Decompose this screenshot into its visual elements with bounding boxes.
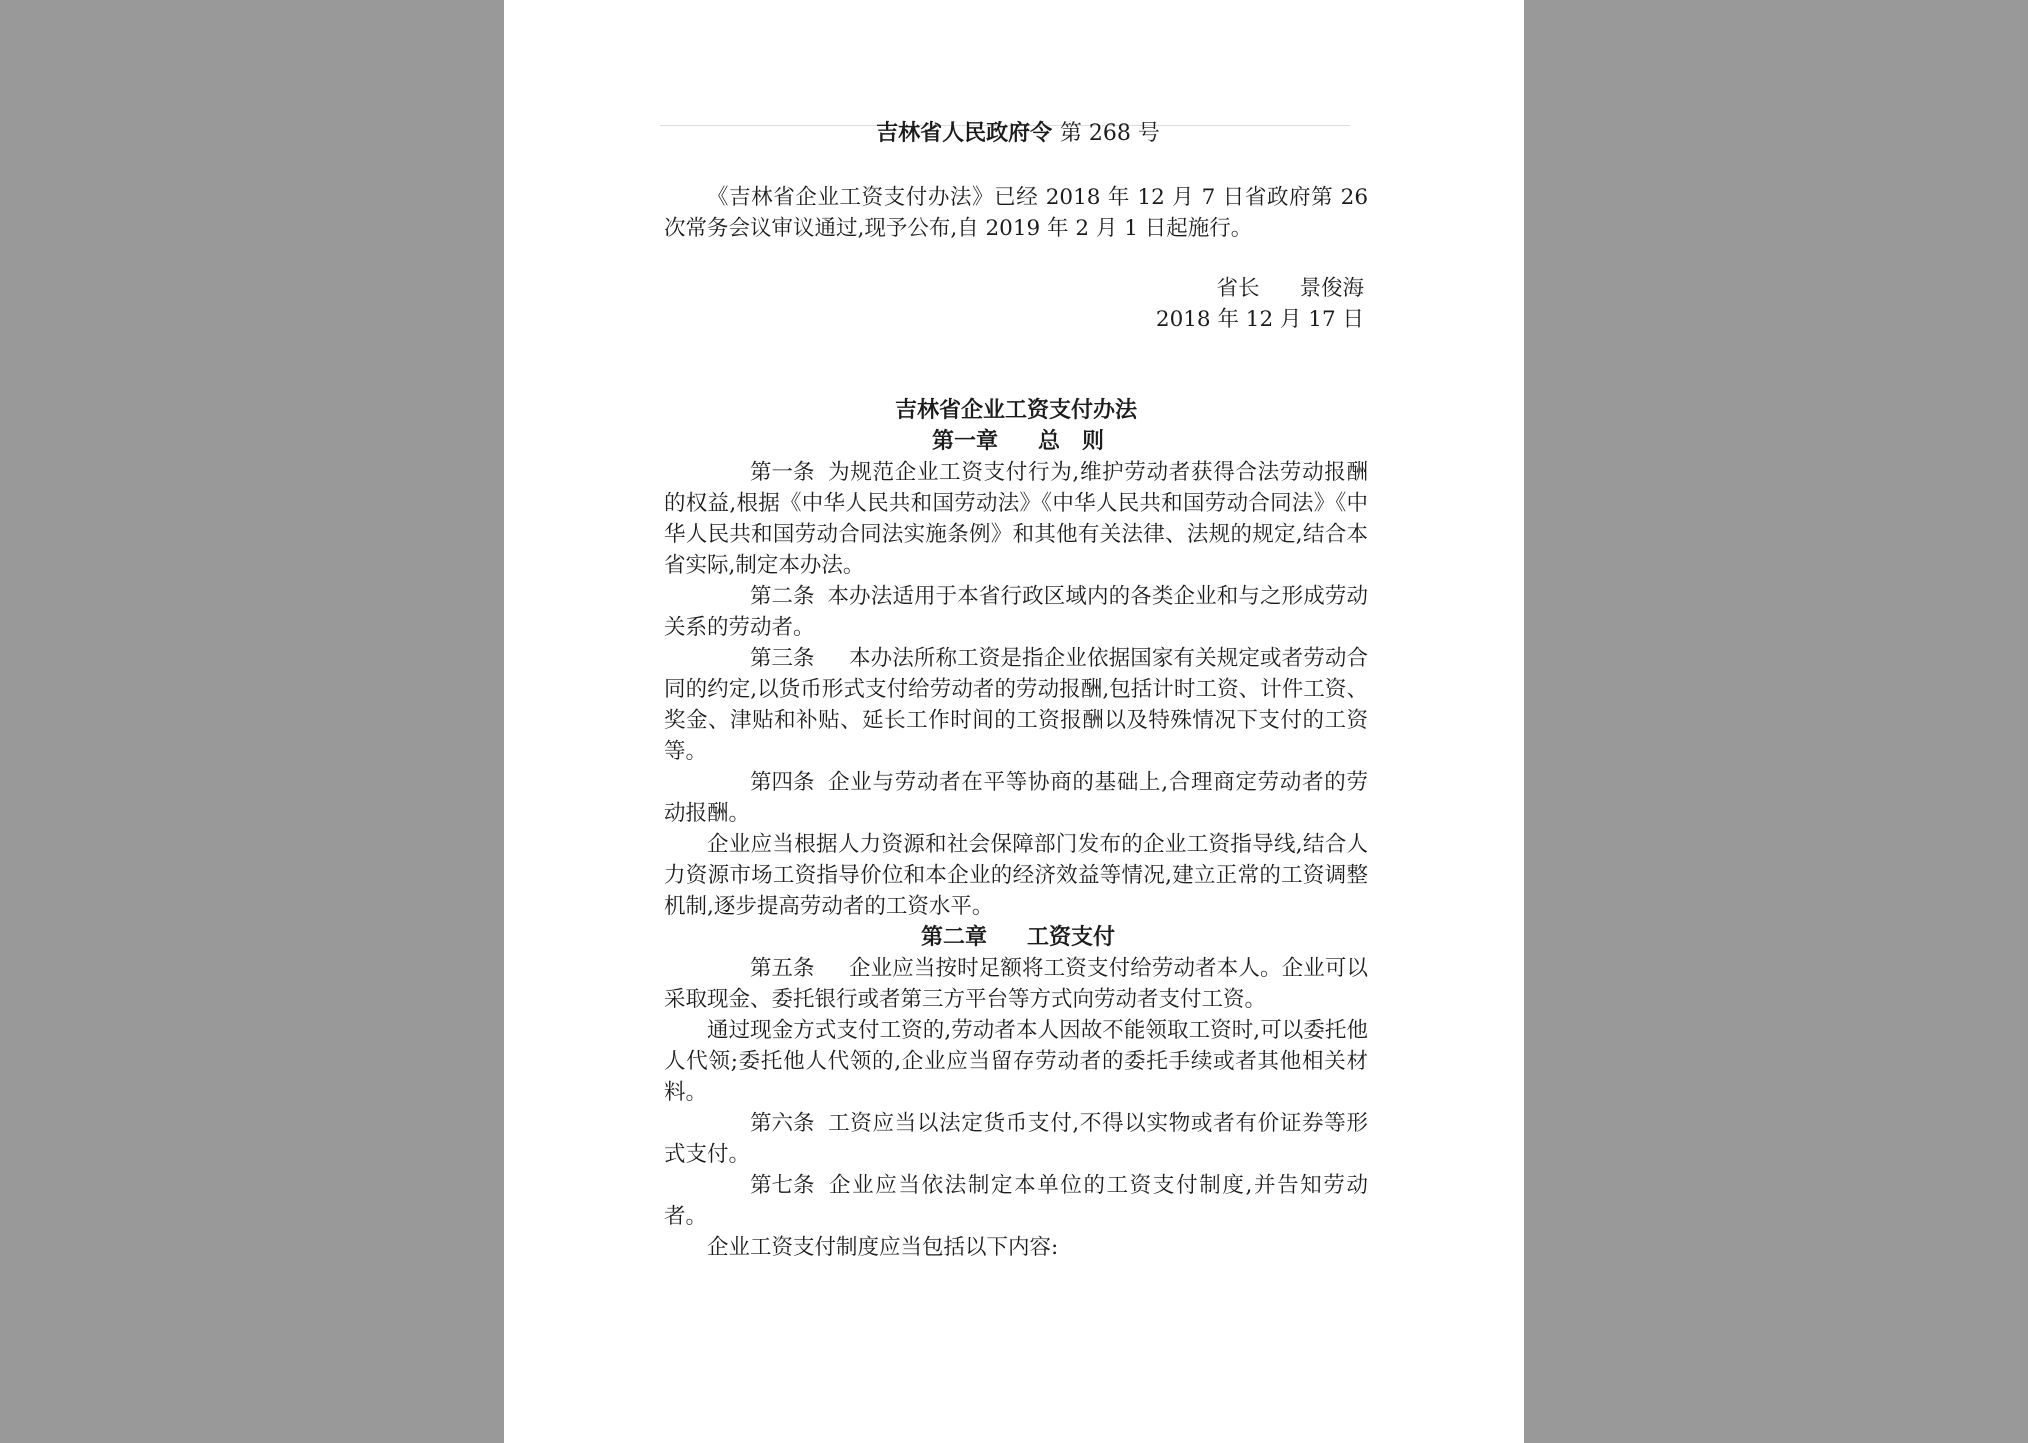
signing-date: 2018 年 12 月 17 日 bbox=[1155, 307, 1364, 332]
article-6: 第六条 工资应当以法定货币支付,不得以实物或者有价证券等形式支付。 bbox=[664, 1108, 1368, 1170]
article-label: 第三条 bbox=[750, 646, 815, 671]
article-4: 第四条 企业与劳动者在平等协商的基础上,合理商定劳动者的劳动报酬。 bbox=[664, 767, 1368, 829]
article-label: 第六条 bbox=[750, 1111, 815, 1136]
article-7: 第七条 企业应当依法制定本单位的工资支付制度,并告知劳动者。 bbox=[664, 1170, 1368, 1232]
article-label: 第七条 bbox=[750, 1173, 815, 1198]
article-2: 第二条 本办法适用于本省行政区域内的各类企业和与之形成劳动关系的劳动者。 bbox=[664, 581, 1368, 643]
article-5-paragraph-2: 通过现金方式支付工资的,劳动者本人因故不能领取工资时,可以委托他人代领;委托他人代领的,企业应当留存劳动者的委托手续或者其他相关材料。 bbox=[664, 1018, 1368, 1105]
document-page bbox=[504, 0, 1524, 1443]
signer: 省长 景俊海 bbox=[1216, 276, 1364, 301]
article-label: 第四条 bbox=[750, 770, 815, 795]
article-4-paragraph-2: 企业应当根据人力资源和社会保障部门发布的企业工资指导线,结合人力资源市场工资指导价位和本企业的经济效益等情况,建立正常的工资调整机制,逐步提高劳动者的工资水平。 bbox=[664, 832, 1368, 919]
order-number: 第 268 号 bbox=[1059, 121, 1160, 146]
article-label: 第五条 bbox=[750, 956, 815, 981]
article-7-paragraph-2: 企业工资支付制度应当包括以下内容: bbox=[707, 1235, 1059, 1260]
intro-paragraph: 《吉林省企业工资支付办法》已经 2018 年 12 月 7 日省政府第 26 次常务会议审议通过,现予公布,自 2019 年 2 月 1 日起施行。 bbox=[664, 185, 1368, 241]
signature-block bbox=[664, 273, 1368, 335]
order-title: 吉林省人民政府令 第 268 号 bbox=[876, 120, 1160, 146]
article-label: 第二条 bbox=[750, 584, 815, 609]
article-label: 第一条 bbox=[750, 460, 815, 485]
document-body bbox=[664, 118, 1368, 1263]
law-title: 吉林省企业工资支付办法 bbox=[894, 397, 1137, 423]
chapter-heading-2: 第二章 工资支付 bbox=[920, 924, 1116, 950]
chapter-heading-1: 第一章 总 则 bbox=[931, 428, 1105, 454]
article-3: 第三条 本办法所称工资是指企业依据国家有关规定或者劳动合同的约定,以货币形式支付给劳动者的劳动报酬,包括计时工资、计件工资、奖金、津贴和补贴、延长工作时间的工资报酬以及特殊情况下支付的工资等。 bbox=[664, 643, 1368, 767]
article-1: 第一条 为规范企业工资支付行为,维护劳动者获得合法劳动报酬的权益,根据《中华人民共和国劳动法》《中华人民共和国劳动合同法》《中华人民共和国劳动合同法实施条例》和其他有关法律、法规的规定,结合本省实际,制定本办法。 bbox=[664, 457, 1368, 581]
article-5: 第五条 企业应当按时足额将工资支付给劳动者本人。企业可以采取现金、委托银行或者第三方平台等方式向劳动者支付工资。 bbox=[664, 953, 1368, 1015]
